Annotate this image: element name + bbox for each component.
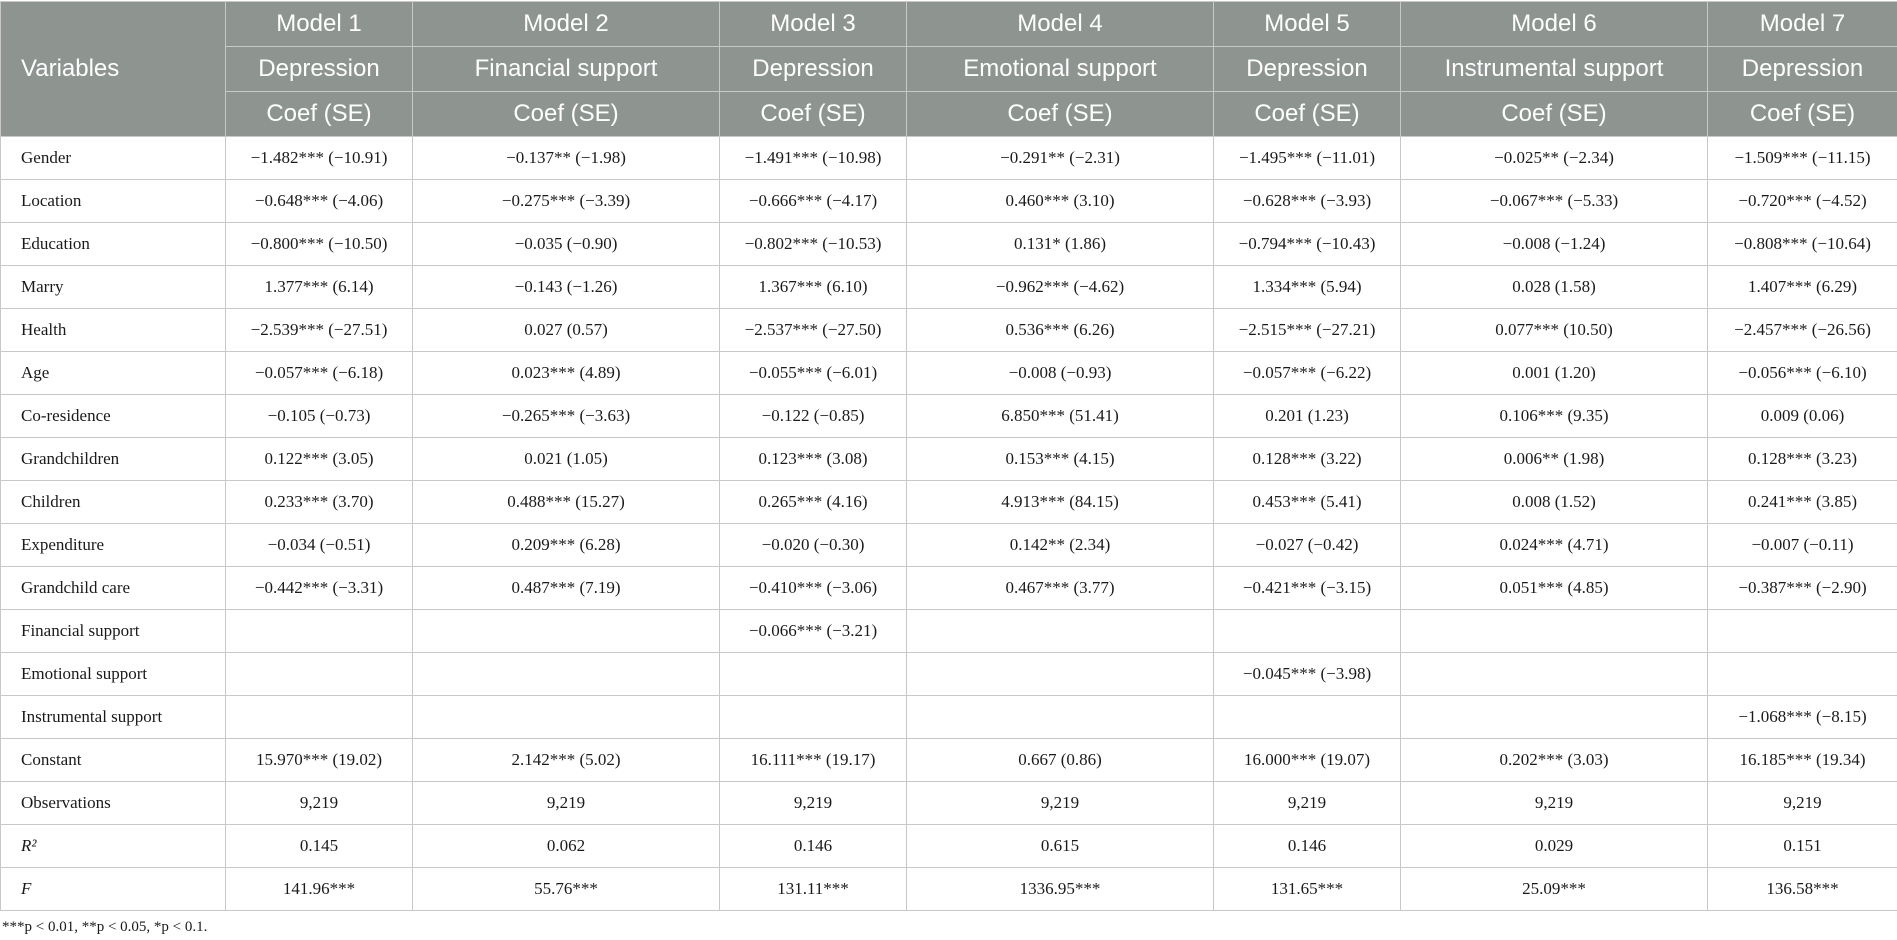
model-1-cell: −2.539*** (−27.51) — [226, 309, 413, 352]
model-5-cell: 0.128*** (3.22) — [1214, 438, 1401, 481]
model-3-cell — [720, 696, 907, 739]
table-row — [1, 524, 1897, 567]
model-1-cell — [226, 610, 413, 653]
model-4-cell: 0.142** (2.34) — [907, 524, 1214, 567]
table-row — [1, 782, 1897, 825]
model-5-header: Model 5 — [1214, 2, 1401, 47]
table-row — [1, 481, 1897, 524]
row-label: Age — [1, 352, 226, 395]
model-5-cell: 131.65*** — [1214, 868, 1401, 911]
row-label: Constant — [1, 739, 226, 782]
model-6-cell: 0.008 (1.52) — [1401, 481, 1708, 524]
model-3-stat: Coef (SE) — [720, 92, 907, 137]
model-5-cell: −0.045*** (−3.98) — [1214, 653, 1401, 696]
model-4-cell: 0.667 (0.86) — [907, 739, 1214, 782]
model-4-cell: 4.913*** (84.15) — [907, 481, 1214, 524]
row-label: Marry — [1, 266, 226, 309]
model-5-cell: −1.495*** (−11.01) — [1214, 137, 1401, 180]
model-6-cell: 25.09*** — [1401, 868, 1708, 911]
model-6-dv: Instrumental support — [1401, 47, 1708, 92]
row-label: Children — [1, 481, 226, 524]
model-3-dv: Depression — [720, 47, 907, 92]
variables-header: Variables — [1, 2, 226, 137]
model-5-cell: −0.421*** (−3.15) — [1214, 567, 1401, 610]
model-1-cell — [226, 653, 413, 696]
table-row — [1, 137, 1897, 180]
model-6-cell: 0.051*** (4.85) — [1401, 567, 1708, 610]
model-2-cell: −0.035 (−0.90) — [413, 223, 720, 266]
model-6-cell: 0.028 (1.58) — [1401, 266, 1708, 309]
model-7-cell: −0.720*** (−4.52) — [1708, 180, 1897, 223]
model-6-cell — [1401, 696, 1708, 739]
model-4-cell: 9,219 — [907, 782, 1214, 825]
model-4-cell: 0.153*** (4.15) — [907, 438, 1214, 481]
model-5-cell: −0.794*** (−10.43) — [1214, 223, 1401, 266]
row-label: Co-residence — [1, 395, 226, 438]
model-5-cell: 16.000*** (19.07) — [1214, 739, 1401, 782]
model-1-cell: −0.034 (−0.51) — [226, 524, 413, 567]
model-2-cell: 0.023*** (4.89) — [413, 352, 720, 395]
model-3-cell: −0.066*** (−3.21) — [720, 610, 907, 653]
model-2-cell: 0.488*** (15.27) — [413, 481, 720, 524]
model-2-cell: −0.137** (−1.98) — [413, 137, 720, 180]
model-7-cell: 0.241*** (3.85) — [1708, 481, 1897, 524]
header-row-stat — [1, 92, 1897, 137]
model-6-cell: 0.006** (1.98) — [1401, 438, 1708, 481]
model-5-cell: −2.515*** (−27.21) — [1214, 309, 1401, 352]
model-4-cell: 0.460*** (3.10) — [907, 180, 1214, 223]
model-2-cell: 9,219 — [413, 782, 720, 825]
model-3-header: Model 3 — [720, 2, 907, 47]
row-label: Emotional support — [1, 653, 226, 696]
model-4-cell — [907, 696, 1214, 739]
model-6-cell: 0.029 — [1401, 825, 1708, 868]
model-4-cell — [907, 610, 1214, 653]
table-row — [1, 739, 1897, 782]
row-label: Grandchildren — [1, 438, 226, 481]
model-7-cell: 136.58*** — [1708, 868, 1897, 911]
model-1-cell: 0.122*** (3.05) — [226, 438, 413, 481]
model-3-cell: −0.055*** (−6.01) — [720, 352, 907, 395]
model-2-cell — [413, 653, 720, 696]
model-4-cell: 0.536*** (6.26) — [907, 309, 1214, 352]
model-3-cell: −0.666*** (−4.17) — [720, 180, 907, 223]
model-5-cell — [1214, 696, 1401, 739]
table-row — [1, 309, 1897, 352]
model-1-cell: −0.057*** (−6.18) — [226, 352, 413, 395]
table-row — [1, 653, 1897, 696]
model-1-cell — [226, 696, 413, 739]
model-2-cell: 0.209*** (6.28) — [413, 524, 720, 567]
model-1-cell: 141.96*** — [226, 868, 413, 911]
model-4-cell — [907, 653, 1214, 696]
table-row — [1, 180, 1897, 223]
model-5-cell: 0.146 — [1214, 825, 1401, 868]
model-2-cell: 2.142*** (5.02) — [413, 739, 720, 782]
row-label: Instrumental support — [1, 696, 226, 739]
model-7-cell: 1.407*** (6.29) — [1708, 266, 1897, 309]
row-label: Financial support — [1, 610, 226, 653]
model-7-cell: −0.007 (−0.11) — [1708, 524, 1897, 567]
model-2-cell: 0.062 — [413, 825, 720, 868]
model-7-header: Model 7 — [1708, 2, 1897, 47]
model-3-cell: 131.11*** — [720, 868, 907, 911]
model-6-cell — [1401, 610, 1708, 653]
model-4-stat: Coef (SE) — [907, 92, 1214, 137]
table-row — [1, 395, 1897, 438]
model-3-cell: 1.367*** (6.10) — [720, 266, 907, 309]
row-label: Education — [1, 223, 226, 266]
model-6-header: Model 6 — [1401, 2, 1708, 47]
model-7-cell: −2.457*** (−26.56) — [1708, 309, 1897, 352]
model-3-cell: −2.537*** (−27.50) — [720, 309, 907, 352]
model-4-cell: 1336.95*** — [907, 868, 1214, 911]
model-7-cell: 0.151 — [1708, 825, 1897, 868]
model-6-stat: Coef (SE) — [1401, 92, 1708, 137]
model-6-cell: 0.001 (1.20) — [1401, 352, 1708, 395]
model-2-stat: Coef (SE) — [413, 92, 720, 137]
model-7-cell: 0.128*** (3.23) — [1708, 438, 1897, 481]
model-4-cell: −0.291** (−2.31) — [907, 137, 1214, 180]
model-7-cell: 16.185*** (19.34) — [1708, 739, 1897, 782]
model-3-cell: −0.410*** (−3.06) — [720, 567, 907, 610]
model-7-dv: Depression — [1708, 47, 1897, 92]
model-7-cell — [1708, 610, 1897, 653]
model-3-cell: −0.122 (−0.85) — [720, 395, 907, 438]
model-2-cell: 55.76*** — [413, 868, 720, 911]
model-1-cell: −0.648*** (−4.06) — [226, 180, 413, 223]
model-3-cell — [720, 653, 907, 696]
model-7-cell: 9,219 — [1708, 782, 1897, 825]
model-3-cell: −1.491*** (−10.98) — [720, 137, 907, 180]
model-3-cell: 0.146 — [720, 825, 907, 868]
table-row — [1, 567, 1897, 610]
model-4-cell: 0.467*** (3.77) — [907, 567, 1214, 610]
table-row — [1, 352, 1897, 395]
model-2-header: Model 2 — [413, 2, 720, 47]
model-4-cell: −0.962*** (−4.62) — [907, 266, 1214, 309]
table-row — [1, 223, 1897, 266]
model-7-cell: −1.068*** (−8.15) — [1708, 696, 1897, 739]
model-5-dv: Depression — [1214, 47, 1401, 92]
model-3-cell: 9,219 — [720, 782, 907, 825]
model-1-stat: Coef (SE) — [226, 92, 413, 137]
model-5-cell: 0.201 (1.23) — [1214, 395, 1401, 438]
row-label: Location — [1, 180, 226, 223]
table-row — [1, 868, 1897, 911]
model-7-cell: 0.009 (0.06) — [1708, 395, 1897, 438]
model-1-cell: 0.233*** (3.70) — [226, 481, 413, 524]
model-4-header: Model 4 — [907, 2, 1214, 47]
row-label: Observations — [1, 782, 226, 825]
model-6-cell: 0.106*** (9.35) — [1401, 395, 1708, 438]
model-1-cell: −1.482*** (−10.91) — [226, 137, 413, 180]
row-label: Gender — [1, 137, 226, 180]
model-1-cell: −0.105 (−0.73) — [226, 395, 413, 438]
model-1-cell: 0.145 — [226, 825, 413, 868]
row-label: Expenditure — [1, 524, 226, 567]
model-1-cell: −0.442*** (−3.31) — [226, 567, 413, 610]
model-6-cell: 0.024*** (4.71) — [1401, 524, 1708, 567]
model-2-cell — [413, 610, 720, 653]
model-1-header: Model 1 — [226, 2, 413, 47]
model-3-cell: 0.265*** (4.16) — [720, 481, 907, 524]
table-header — [1, 2, 1897, 137]
table-row — [1, 438, 1897, 481]
model-5-cell: 0.453*** (5.41) — [1214, 481, 1401, 524]
row-label: F — [1, 868, 226, 911]
model-7-cell: −0.056*** (−6.10) — [1708, 352, 1897, 395]
model-5-cell: −0.027 (−0.42) — [1214, 524, 1401, 567]
model-3-cell: −0.802*** (−10.53) — [720, 223, 907, 266]
model-1-cell: 9,219 — [226, 782, 413, 825]
table-body — [1, 137, 1897, 911]
model-1-cell: −0.800*** (−10.50) — [226, 223, 413, 266]
model-6-cell: −0.008 (−1.24) — [1401, 223, 1708, 266]
model-4-dv: Emotional support — [907, 47, 1214, 92]
header-row-dv — [1, 47, 1897, 92]
model-3-cell: 16.111*** (19.17) — [720, 739, 907, 782]
model-2-cell: 0.021 (1.05) — [413, 438, 720, 481]
model-6-cell: 0.202*** (3.03) — [1401, 739, 1708, 782]
model-4-cell: 6.850*** (51.41) — [907, 395, 1214, 438]
model-2-cell: 0.027 (0.57) — [413, 309, 720, 352]
model-7-cell: −0.808*** (−10.64) — [1708, 223, 1897, 266]
model-7-cell — [1708, 653, 1897, 696]
header-row-model — [1, 2, 1897, 47]
model-2-cell: −0.275*** (−3.39) — [413, 180, 720, 223]
model-1-cell: 1.377*** (6.14) — [226, 266, 413, 309]
row-label: Grandchild care — [1, 567, 226, 610]
model-7-cell: −0.387*** (−2.90) — [1708, 567, 1897, 610]
model-4-cell: 0.615 — [907, 825, 1214, 868]
model-6-cell: 0.077*** (10.50) — [1401, 309, 1708, 352]
model-5-cell: −0.057*** (−6.22) — [1214, 352, 1401, 395]
model-6-cell: −0.025** (−2.34) — [1401, 137, 1708, 180]
model-7-cell: −1.509*** (−11.15) — [1708, 137, 1897, 180]
model-5-cell: 9,219 — [1214, 782, 1401, 825]
model-1-cell: 15.970*** (19.02) — [226, 739, 413, 782]
row-label: R² — [1, 825, 226, 868]
model-5-stat: Coef (SE) — [1214, 92, 1401, 137]
model-2-cell: 0.487*** (7.19) — [413, 567, 720, 610]
model-4-cell: −0.008 (−0.93) — [907, 352, 1214, 395]
model-6-cell: −0.067*** (−5.33) — [1401, 180, 1708, 223]
model-2-cell — [413, 696, 720, 739]
model-1-dv: Depression — [226, 47, 413, 92]
table-row — [1, 266, 1897, 309]
table-row — [1, 610, 1897, 653]
model-2-dv: Financial support — [413, 47, 720, 92]
model-2-cell: −0.265*** (−3.63) — [413, 395, 720, 438]
regression-table — [0, 1, 1897, 911]
model-3-cell: −0.020 (−0.30) — [720, 524, 907, 567]
model-5-cell — [1214, 610, 1401, 653]
model-2-cell: −0.143 (−1.26) — [413, 266, 720, 309]
model-5-cell: 1.334*** (5.94) — [1214, 266, 1401, 309]
model-4-cell: 0.131* (1.86) — [907, 223, 1214, 266]
row-label: Health — [1, 309, 226, 352]
model-7-stat: Coef (SE) — [1708, 92, 1897, 137]
table-row — [1, 825, 1897, 868]
model-3-cell: 0.123*** (3.08) — [720, 438, 907, 481]
table-row — [1, 696, 1897, 739]
model-6-cell: 9,219 — [1401, 782, 1708, 825]
model-5-cell: −0.628*** (−3.93) — [1214, 180, 1401, 223]
model-6-cell — [1401, 653, 1708, 696]
footnote: ***p < 0.01, **p < 0.05, *p < 0.1. — [2, 919, 1897, 936]
